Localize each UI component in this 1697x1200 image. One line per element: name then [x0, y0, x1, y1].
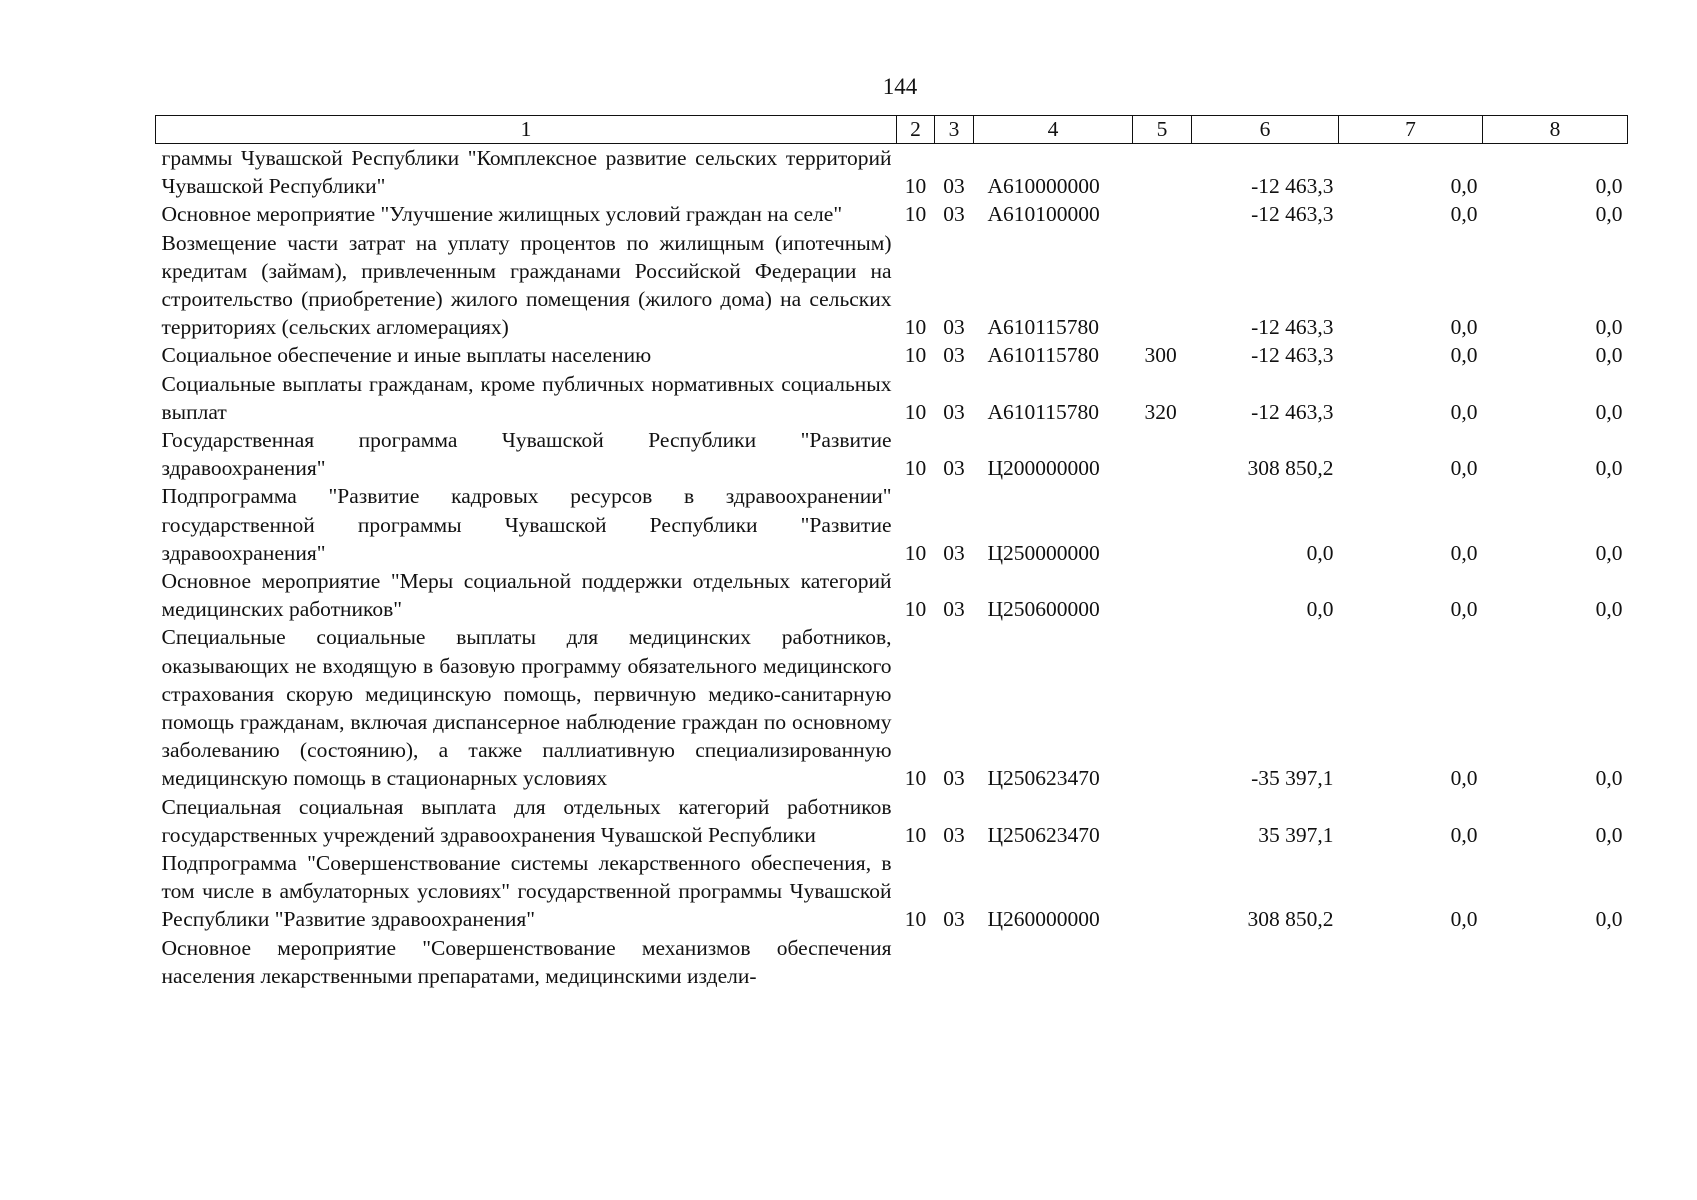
row-amount-8: 0,0	[1595, 202, 1623, 227]
row-amount-8: 0,0	[1595, 540, 1623, 565]
row-section	[897, 934, 935, 990]
row-amount-6	[1192, 934, 1339, 990]
row-amount-7: 0,0	[1450, 343, 1478, 368]
table-row	[156, 200, 1628, 228]
row-amount-6: -12 463,3	[1251, 399, 1334, 424]
table-row	[156, 482, 1628, 567]
row-amount-8: 0,0	[1595, 907, 1623, 932]
row-amount-8: 0,0	[1595, 315, 1623, 340]
row-amount-8	[1483, 934, 1628, 990]
row-description: Государственная программа Чувашской Республики "Развитие здравоохранения"	[161, 428, 892, 481]
row-amount-8: 0,0	[1595, 766, 1623, 791]
row-description: Социальные выплаты гражданам, кроме публичных нормативных социальных выплат	[161, 371, 892, 424]
row-section: 10	[904, 540, 927, 565]
header-col-2: 2	[897, 116, 935, 144]
row-description: граммы Чувашской Республики "Комплексное развитие сельских территорий Чувашской Республики"	[161, 146, 892, 199]
row-expense-type	[1133, 200, 1192, 228]
row-section: 10	[904, 202, 927, 227]
row-amount-6: 0,0	[1306, 540, 1334, 565]
row-subsection	[935, 934, 974, 990]
header-col-7: 7	[1339, 116, 1483, 144]
row-amount-6: -35 397,1	[1251, 766, 1334, 791]
row-amount-8: 0,0	[1595, 399, 1623, 424]
row-section: 10	[904, 822, 927, 847]
row-subsection: 03	[943, 343, 965, 368]
row-subsection: 03	[943, 456, 965, 481]
table-header	[156, 116, 1628, 144]
row-target-article: Ц250623470	[987, 822, 1100, 847]
row-expense-type	[1133, 567, 1192, 623]
row-expense-type	[1133, 482, 1192, 567]
row-subsection: 03	[943, 399, 965, 424]
row-amount-8: 0,0	[1595, 597, 1623, 622]
row-expense-type	[1133, 934, 1192, 990]
row-amount-6: 308 850,2	[1247, 907, 1334, 932]
header-col-1: 1	[156, 116, 897, 144]
row-description: Специальная социальная выплата для отдельных категорий работников государственных учреждений здравоохранения Чувашской Республики	[161, 794, 892, 847]
row-amount-6: -12 463,3	[1251, 343, 1334, 368]
table-row	[156, 793, 1628, 849]
table-row	[156, 144, 1628, 201]
row-target-article: Ц260000000	[987, 907, 1100, 932]
row-subsection: 03	[943, 907, 965, 932]
row-subsection: 03	[943, 766, 965, 791]
row-target-article: Ц200000000	[987, 456, 1100, 481]
row-expense-type	[1133, 793, 1192, 849]
row-description: Специальные социальные выплаты для медицинских работников, оказывающих не входящую в базовую программу обязательного медицинского страхования скорую медицинскую помощь, первичную медико-санитарную помощь гражданам, включая диспансерное наблюдение граждан по основному заболеванию (состоянию), а также паллиативную специализированную медицинскую помощь в стационарных условиях	[161, 625, 892, 791]
row-description: Подпрограмма "Развитие кадровых ресурсов в здравоохранении" государственной программы Чувашской Республики "Развитие здравоохранения"	[161, 484, 892, 565]
row-amount-7: 0,0	[1450, 174, 1478, 199]
row-amount-6: 35 397,1	[1258, 822, 1334, 847]
row-target-article: А610000000	[987, 174, 1100, 199]
row-target-article: Ц250000000	[987, 540, 1100, 565]
row-amount-8: 0,0	[1595, 174, 1623, 199]
row-amount-7: 0,0	[1450, 597, 1478, 622]
row-description: Основное мероприятие "Совершенствование механизмов обеспечения населения лекарственными препаратами, медицинскими издели-	[161, 935, 892, 988]
table-row	[156, 426, 1628, 482]
row-amount-7: 0,0	[1450, 315, 1478, 340]
row-amount-8: 0,0	[1595, 343, 1623, 368]
row-target-article: А610115780	[987, 399, 1099, 424]
row-section: 10	[904, 315, 927, 340]
table-row	[156, 623, 1628, 792]
header-col-6: 6	[1192, 116, 1339, 144]
row-target-article	[974, 934, 1133, 990]
row-amount-7: 0,0	[1450, 456, 1478, 481]
row-target-article: А610100000	[987, 202, 1100, 227]
row-target-article: А610115780	[987, 315, 1099, 340]
row-subsection: 03	[943, 174, 965, 199]
row-amount-8: 0,0	[1595, 822, 1623, 847]
header-col-5: 5	[1133, 116, 1192, 144]
table-row	[156, 370, 1628, 426]
row-amount-8: 0,0	[1595, 456, 1623, 481]
header-col-4: 4	[974, 116, 1133, 144]
row-subsection: 03	[943, 822, 965, 847]
row-target-article: А610115780	[987, 343, 1099, 368]
header-row	[156, 116, 1628, 144]
row-description: Основное мероприятие "Меры социальной поддержки отдельных категорий медицинских работников"	[161, 569, 892, 622]
row-amount-6: 0,0	[1306, 597, 1334, 622]
row-amount-7: 0,0	[1450, 399, 1478, 424]
header-col-3: 3	[935, 116, 974, 144]
row-expense-type	[1133, 623, 1192, 792]
row-section: 10	[904, 456, 927, 481]
row-section: 10	[904, 174, 927, 199]
row-target-article: Ц250600000	[987, 597, 1100, 622]
row-subsection: 03	[943, 540, 965, 565]
table-row	[156, 229, 1628, 342]
row-amount-6: -12 463,3	[1251, 174, 1334, 199]
row-description: Основное мероприятие "Улучшение жилищных условий граждан на селе"	[161, 202, 843, 227]
row-expense-type	[1133, 144, 1192, 201]
table-row	[156, 849, 1628, 934]
row-subsection: 03	[943, 597, 965, 622]
row-section: 10	[904, 343, 927, 368]
header-col-8: 8	[1483, 116, 1628, 144]
row-amount-7: 0,0	[1450, 907, 1478, 932]
budget-table	[155, 115, 1628, 990]
row-amount-7	[1339, 934, 1483, 990]
row-amount-6: -12 463,3	[1251, 315, 1334, 340]
table-row	[156, 341, 1628, 369]
table-body	[156, 144, 1628, 991]
row-target-article: Ц250623470	[987, 766, 1100, 791]
row-description: Возмещение части затрат на уплату процентов по жилищным (ипотечным) кредитам (займам), привлеченным гражданами Российской Федерации на строительство (приобретение) жилого помещения (жилого дома) на сельских территориях (сельских агломерациях)	[161, 230, 892, 340]
row-section: 10	[904, 907, 927, 932]
row-subsection: 03	[943, 202, 965, 227]
row-amount-6: -12 463,3	[1251, 202, 1334, 227]
table-row	[156, 934, 1628, 990]
row-expense-type: 300	[1144, 343, 1177, 368]
row-amount-7: 0,0	[1450, 822, 1478, 847]
row-expense-type	[1133, 229, 1192, 342]
row-expense-type	[1133, 849, 1192, 934]
row-amount-6: 308 850,2	[1247, 456, 1334, 481]
row-description: Подпрограмма "Совершенствование системы лекарственного обеспечения, в том числе в амбулаторных условиях" государственной программы Чувашской Республики "Развитие здравоохранения"	[161, 851, 892, 932]
table-row	[156, 567, 1628, 623]
row-amount-7: 0,0	[1450, 540, 1478, 565]
row-amount-7: 0,0	[1450, 766, 1478, 791]
page-number: 144	[882, 74, 918, 99]
row-expense-type	[1133, 426, 1192, 482]
row-amount-7: 0,0	[1450, 202, 1478, 227]
row-subsection: 03	[943, 315, 965, 340]
row-section: 10	[904, 399, 927, 424]
row-expense-type: 320	[1144, 399, 1177, 424]
row-section: 10	[904, 597, 927, 622]
row-description: Социальное обеспечение и иные выплаты населению	[161, 343, 652, 368]
row-section: 10	[904, 766, 927, 791]
